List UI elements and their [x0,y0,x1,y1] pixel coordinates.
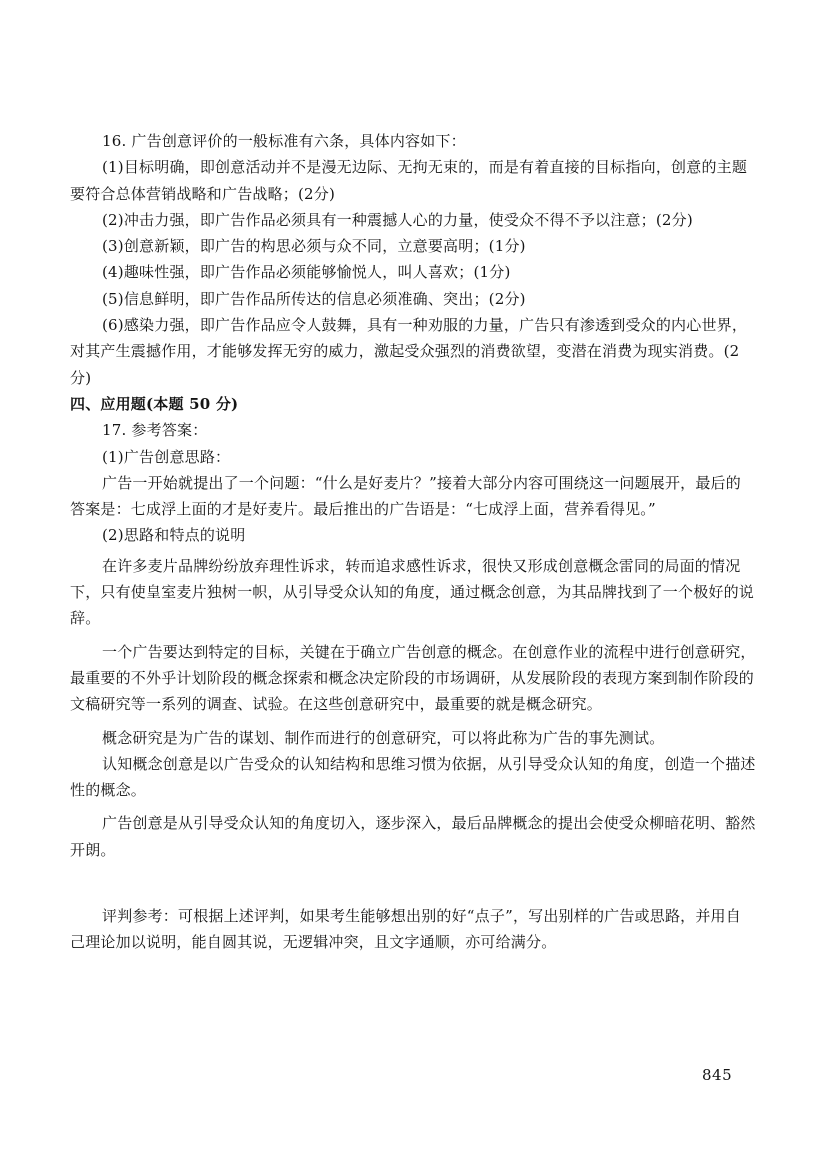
page-content [70,128,756,956]
q17-sub-1: (1)广告创意思路： [102,447,231,466]
q16-item-6: (6)感染力强，即广告作品应令人鼓舞，具有一种劝服的力量，广告只有渗透到受众的内心世界，对其产生震撼作用，才能够发挥无穷的威力，激起受众强烈的消费欲望，变潜在消费为现实消费。(2分) [70,316,748,387]
q17-para-6: 广告创意是从引导受众认知的角度切入，逐步深入，最后品牌概念的提出会使受众柳暗花明、豁然开朗。 [70,814,756,859]
q17-sub-2: (2)思路和特点的说明 [102,526,246,545]
q17-para-4: 概念研究是为广告的谋划、制作而进行的创意研究，可以将此称为广告的事先测试。 [102,728,665,747]
q16-item-4: (4)趣味性强，即广告作品必须能够愉悦人，叫人喜欢；(1分) [102,263,511,282]
q17-para-5: 认知概念创意是以广告受众的认知结构和思维习惯为依据，从引导受众认知的角度，创造一个描述性的概念。 [70,754,756,800]
q16-item-1: (1)目标明确，即创意活动并不是漫无边际、无拘无束的，而是有着直接的目标指向，创意的主题要符合总体营销战略和广告战略；(2分) [70,158,748,203]
q16-item-2: (2)冲击力强，即广告作品必须具有一种震撼人心的力量，使受众不得不予以注意；(2分) [102,210,693,229]
q16-item-3: (3)创意新颖，即广告的构思必须与众不同，立意要高明；(1分) [102,237,526,256]
q16-item-5: (5)信息鲜明，即广告作品所传达的信息必须准确、突出；(2分) [102,289,526,308]
q16-heading: 16. 广告创意评价的一般标准有六条，具体内容如下： [102,132,466,150]
q17-para-3: 一个广告要达到特定的目标，关键在于确立广告创意的概念。在创意作业的流程中进行创意研究，最重要的不外乎计划阶段的概念探索和概念决定阶段的市场调研，从发展阶段的表现方案到制作阶段的文稿研究等一系列的调查、试验。在这些创意研究中，最重要的就是概念研究。 [70,642,756,714]
page-number: 845 [702,1066,733,1084]
q17-para-1: 广告一开始就提出了一个问题：“什么是好麦片？”接着大部分内容可围绕这一问题展开，最后的答案是：七成浮上面的才是好麦片。最后推出的广告语是：“七成浮上面，营养看得见。” [70,473,741,519]
q17-heading: 17. 参考答案： [102,421,208,440]
section-4-title: 四、应用题(本题 50 分) [70,394,239,413]
q17-para-2: 在许多麦片品牌纷纷放弃理性诉求，转而追求感性诉求，很快又形成创意概念雷同的局面的情况下，只有使皇室麦片独树一帜，从引导受众认知的角度，通过概念创意，为其品牌找到了一个极好的说辞。 [70,556,755,628]
grading-reference: 评判参考：可根据上述评判，如果考生能够想出别的好“点子”，写出别样的广告或思路，并用自己理论加以说明，能自圆其说，无逻辑冲突，且文字通顺，亦可给满分。 [70,907,741,952]
